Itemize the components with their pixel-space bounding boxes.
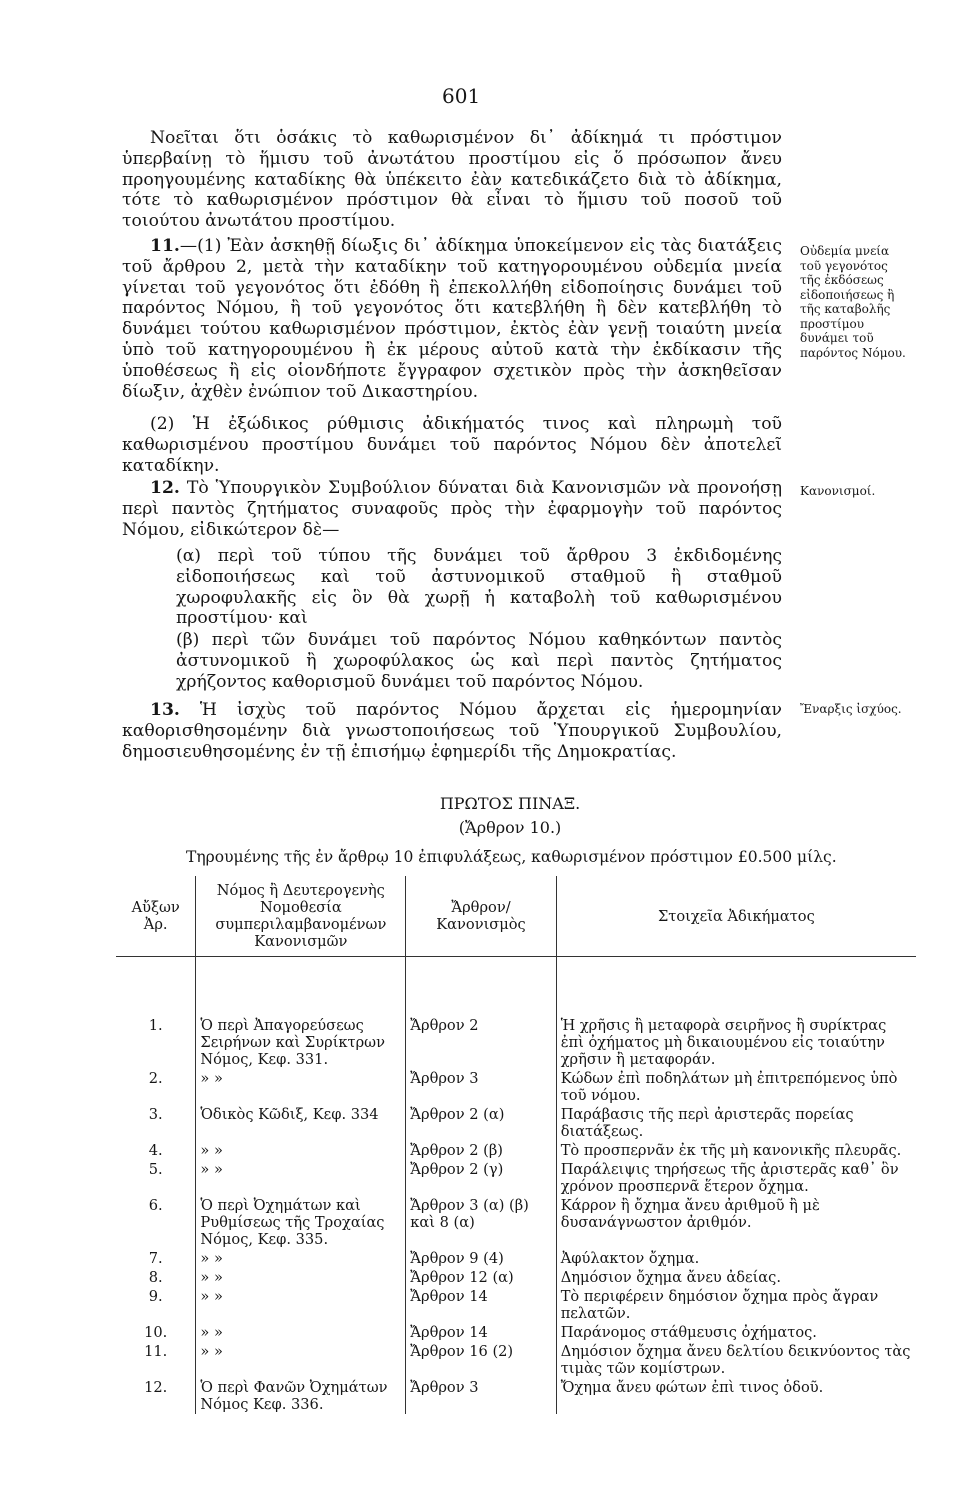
section-text: Τὸ Ὑπουργικὸν Συμβούλιον δύναται διὰ Κανονισμῶν νὰ προνοήσῃ περὶ παντὸς ζητήματος συναφοῦς πρὸς τὴν ἐφαρμογὴν τοῦ παρόντος Νόμου, εἰδικώτερον δὲ— — [122, 478, 782, 540]
cell-article: Ἄρθρον 14 — [406, 1287, 556, 1323]
cell-law: » » — [196, 1323, 406, 1342]
cell-article: Ἄρθρον 3 — [406, 1378, 556, 1414]
header-article: Ἄρθρον/ Κανονισμὸς — [406, 876, 556, 957]
section-12-item-a: (α) περὶ τοῦ τύπου τῆς δυνάμει τοῦ ἄρθρου 3 ἐκδιδομένης εἰδοποιήσεως καὶ τοῦ ἀστυνομικοῦ σταθμοῦ ἢ σταθμοῦ χωροφυλακῆς εἰς ὃν θὰ χωρῇ ἡ καταβολὴ τοῦ καθωρισμένου προστίμου· καὶ — [176, 546, 782, 629]
cell-offence: Ὄχημα ἄνευ φώτων ἐπὶ τινος ὁδοῦ. — [560, 1379, 824, 1396]
cell-article: Ἄρθρον 2 (α) — [406, 1105, 556, 1141]
section-text: Ἡ ἰσχὺς τοῦ παρόντος Νόμου ἄρχεται εἰς ἡμερομηνίαν καθορισθησομένην διὰ γνωστοποιήσεως τοῦ Ὑπουργικοῦ Συμβουλίου, δημοσιευθησομένης ἐν τῇ ἐπισήμῳ ἐφημερίδι τῆς Δημοκρατίας. — [122, 700, 783, 762]
cell-law: » » — [196, 1141, 406, 1160]
cell-law: » » — [196, 1160, 406, 1196]
cell-article: Ἄρθρον 9 (4) — [406, 1249, 556, 1268]
cell-offence: Κάρρον ἢ ὄχημα ἄνευ ἀριθμοῦ ἢ μὲ δυσανάγνωστον ἀριθμόν. — [560, 1197, 820, 1231]
penalty-table — [116, 876, 916, 1414]
table-row — [116, 1105, 916, 1141]
margin-note-regulations: Κανονισμοί. — [800, 484, 876, 498]
cell-offence: Ἡ χρῆσις ἢ μεταφορὰ σειρῆνος ἢ συρίκτρας ἐπὶ ὀχήματος μὴ δικαιουμένου εἰς τοιαύτην χρῆσιν ἢ μεταφοράν. — [560, 1017, 887, 1068]
cell-serial: 5. — [148, 1161, 163, 1178]
cell-serial: 2. — [148, 1070, 163, 1087]
table-row — [116, 1342, 916, 1378]
cell-article: Ἄρθρον 2 (β) — [406, 1141, 556, 1160]
subsection-text: (2) Ἡ ἐξώδικος ρύθμισις ἀδικήματός τινος καὶ πληρωμὴ τοῦ καθωρισμένου προστίμου δυνάμει τοῦ παρόντος Νόμου δὲν ἀποτελεῖ καταδίκην. — [122, 414, 782, 476]
cell-serial: 3. — [148, 1106, 163, 1123]
cell-serial: 12. — [144, 1379, 168, 1396]
header-offence-details: Στοιχεῖα Ἀδικήματος — [556, 876, 916, 957]
cell-law: Ὁδικὸς Κῶδιξ, Κεφ. 334 — [196, 1105, 406, 1141]
cell-offence: Παράνομος στάθμευσις ὀχήματος. — [560, 1324, 817, 1341]
table-row — [116, 1196, 916, 1249]
cell-offence: Παράλειψις τηρήσεως τῆς ἀριστερᾶς καθ᾽ ὃν χρόνον προσπερνᾶ ἕτερον ὄχημα. — [560, 1161, 899, 1195]
table-row — [116, 957, 916, 1070]
section-number: 11. — [150, 236, 180, 256]
cell-offence: Δημόσιον ὄχημα ἄνευ δελτίου δεικνύοντος τὰς τιμὰς τῶν κομίστρων. — [560, 1343, 911, 1377]
table-row — [116, 1249, 916, 1268]
cell-law: Ὁ περὶ Φανῶν Ὀχημάτων Νόμος Κεφ. 336. — [196, 1378, 406, 1414]
cell-offence: Δημόσιον ὄχημα ἄνευ ἀδείας. — [560, 1269, 781, 1286]
cell-serial: 7. — [148, 1250, 163, 1267]
cell-serial: 8. — [148, 1269, 163, 1286]
cell-serial: 9. — [148, 1288, 163, 1305]
margin-note-commencement: Ἔναρξις ἰσχύος. — [800, 702, 902, 716]
table-row — [116, 1287, 916, 1323]
table-row — [116, 1323, 916, 1342]
paragraph-proviso — [122, 128, 782, 232]
cell-offence: Τὸ περιφέρειν δημόσιον ὄχημα πρὸς ἄγραν πελατῶν. — [560, 1288, 879, 1322]
table-title: ΠΡΩΤΟΣ ΠΙΝΑΞ. — [439, 794, 581, 813]
cell-law: » » — [196, 1268, 406, 1287]
cell-article: Ἄρθρον 14 — [406, 1323, 556, 1342]
cell-offence: Ἀφύλακτον ὄχημα. — [560, 1250, 700, 1267]
table-row — [116, 1160, 916, 1196]
cell-serial: 10. — [144, 1324, 168, 1341]
section-12 — [122, 478, 782, 540]
cell-serial: 1. — [148, 1017, 163, 1034]
table-subtitle: (Ἄρθρον 10.) — [458, 818, 562, 837]
cell-offence: Παράβασις τῆς περὶ ἀριστερᾶς πορείας διατάξεως. — [560, 1106, 854, 1140]
cell-article: Ἄρθρον 2 (γ) — [406, 1160, 556, 1196]
section-number: 12. — [150, 478, 180, 498]
table-header-row — [116, 876, 916, 957]
table-row — [116, 1268, 916, 1287]
cell-law: Ὁ περὶ Ἀπαγορεύσεως Σειρήνων καὶ Συρίκτρων Νόμος, Κεφ. 331. — [196, 957, 406, 1070]
margin-note-no-mention: Οὐδεμία μνεία τοῦ γεγονότος τῆς ἐκδόσεως εἰδοποιήσεως ἢ τῆς καταβολῆς προστίμου δυνάμει τοῦ παρόντος Νόμου. — [800, 244, 906, 360]
section-12-item-b: (β) περὶ τῶν δυνάμει τοῦ παρόντος Νόμου καθηκόντων παντὸς ἀστυνομικοῦ ἢ χωροφύλακος ὡς καὶ περὶ παντὸς ζητήματος χρήζοντος καθορισμοῦ δυνάμει τοῦ παρόντος Νόμου. — [176, 630, 782, 692]
page-number: 601 — [442, 84, 481, 108]
cell-article: Ἄρθρον 3 (α) (β) καὶ 8 (α) — [406, 1196, 556, 1249]
cell-article: Ἄρθρον 2 — [406, 957, 556, 1070]
cell-law: » » — [196, 1342, 406, 1378]
cell-law: » » — [196, 1249, 406, 1268]
cell-serial: 6. — [148, 1197, 163, 1214]
table-caption: Τηρουμένης τῆς ἐν ἄρθρῳ 10 ἐπιφυλάξεως, καθωρισμένον πρόστιμον £0.500 μίλς. — [186, 848, 837, 866]
cell-law: » » — [196, 1069, 406, 1105]
cell-serial: 4. — [148, 1142, 163, 1159]
cell-serial: 11. — [144, 1343, 168, 1360]
section-11-subsection-2 — [122, 414, 782, 476]
table-row — [116, 1069, 916, 1105]
table-row — [116, 1378, 916, 1414]
table-row — [116, 1141, 916, 1160]
section-text: —(1) Ἐὰν ἀσκηθῇ δίωξις δι᾽ ἀδίκημα ὑποκείμενον εἰς τὰς διατάξεις τοῦ ἄρθρου 2, μετὰ τὴν καταδίκην τοῦ κατηγορουμένου οὐδεμία μνεία γίνεται τοῦ γεγονότος ὅτι ἐδόθη ἢ ἐπεκολλήθη εἰδοποίησις δυνάμει τοῦ παρόντος Νόμου, ἢ τοῦ γεγονότος ὅτι κατεβλήθη ἢ δὲν κατεβλήθη τὸ δυνάμει τούτου καθωρισμένον πρόστιμον, ἐκτὸς ἐὰν γενῇ τοιαύτη μνεία ὑπὸ τοῦ κατηγορουμένου ἢ ἐκ μέρους αὐτοῦ κατὰ τὴν ἐκδίκασιν τῆς ὑποθέσεως ἢ εἰς οἱονδήποτε ἔγγραφον σχετικὸν πρὸς τὴν ἀσκηθεῖσαν δίωξιν, ἀχθὲν ἐνώπιον τοῦ Δικαστηρίου. — [122, 236, 782, 402]
header-law: Νόμος ἢ Δευτερογενὴς Νομοθεσία συμπεριλαμβανομένων Κανονισμῶν — [196, 876, 406, 957]
paragraph-text: Νοεῖται ὅτι ὁσάκις τὸ καθωρισμένον δι᾽ ἀδίκημά τι πρόστιμον ὑπερβαίνῃ τὸ ἥμισυ τοῦ ἀνωτάτου προστίμου εἰς ὅ πρόσωπον ἄνευ προηγουμένης καταδίκης θὰ ὑπέκειτο ἐὰν κατεδικάζετο διὰ τὸ ἀδίκημα, τότε τὸ καθωρισμένον πρόστιμον θὰ εἶναι τὸ ἥμισυ τοῦ ποσοῦ τοῦ τοιούτου ἀνωτάτου προστίμου. — [122, 128, 782, 232]
section-11 — [122, 236, 782, 402]
cell-article: Ἄρθρον 3 — [406, 1069, 556, 1105]
cell-law: Ὁ περὶ Ὀχημάτων καὶ Ρυθμίσεως τῆς Τροχαίας Νόμος, Κεφ. 335. — [196, 1196, 406, 1249]
section-number: 13. — [150, 700, 180, 720]
section-13 — [122, 700, 782, 762]
cell-article: Ἄρθρον 16 (2) — [406, 1342, 556, 1378]
cell-offence: Κώδων ἐπὶ ποδηλάτων μὴ ἐπιτρεπόμενος ὑπὸ τοῦ νόμου. — [560, 1070, 898, 1104]
cell-offence: Τὸ προσπερνᾶν ἐκ τῆς μὴ κανονικῆς πλευρᾶς. — [560, 1142, 902, 1159]
cell-article: Ἄρθρον 12 (α) — [406, 1268, 556, 1287]
cell-law: » » — [196, 1287, 406, 1323]
header-serial-no: Αὔξων Ἀρ. — [116, 876, 196, 957]
